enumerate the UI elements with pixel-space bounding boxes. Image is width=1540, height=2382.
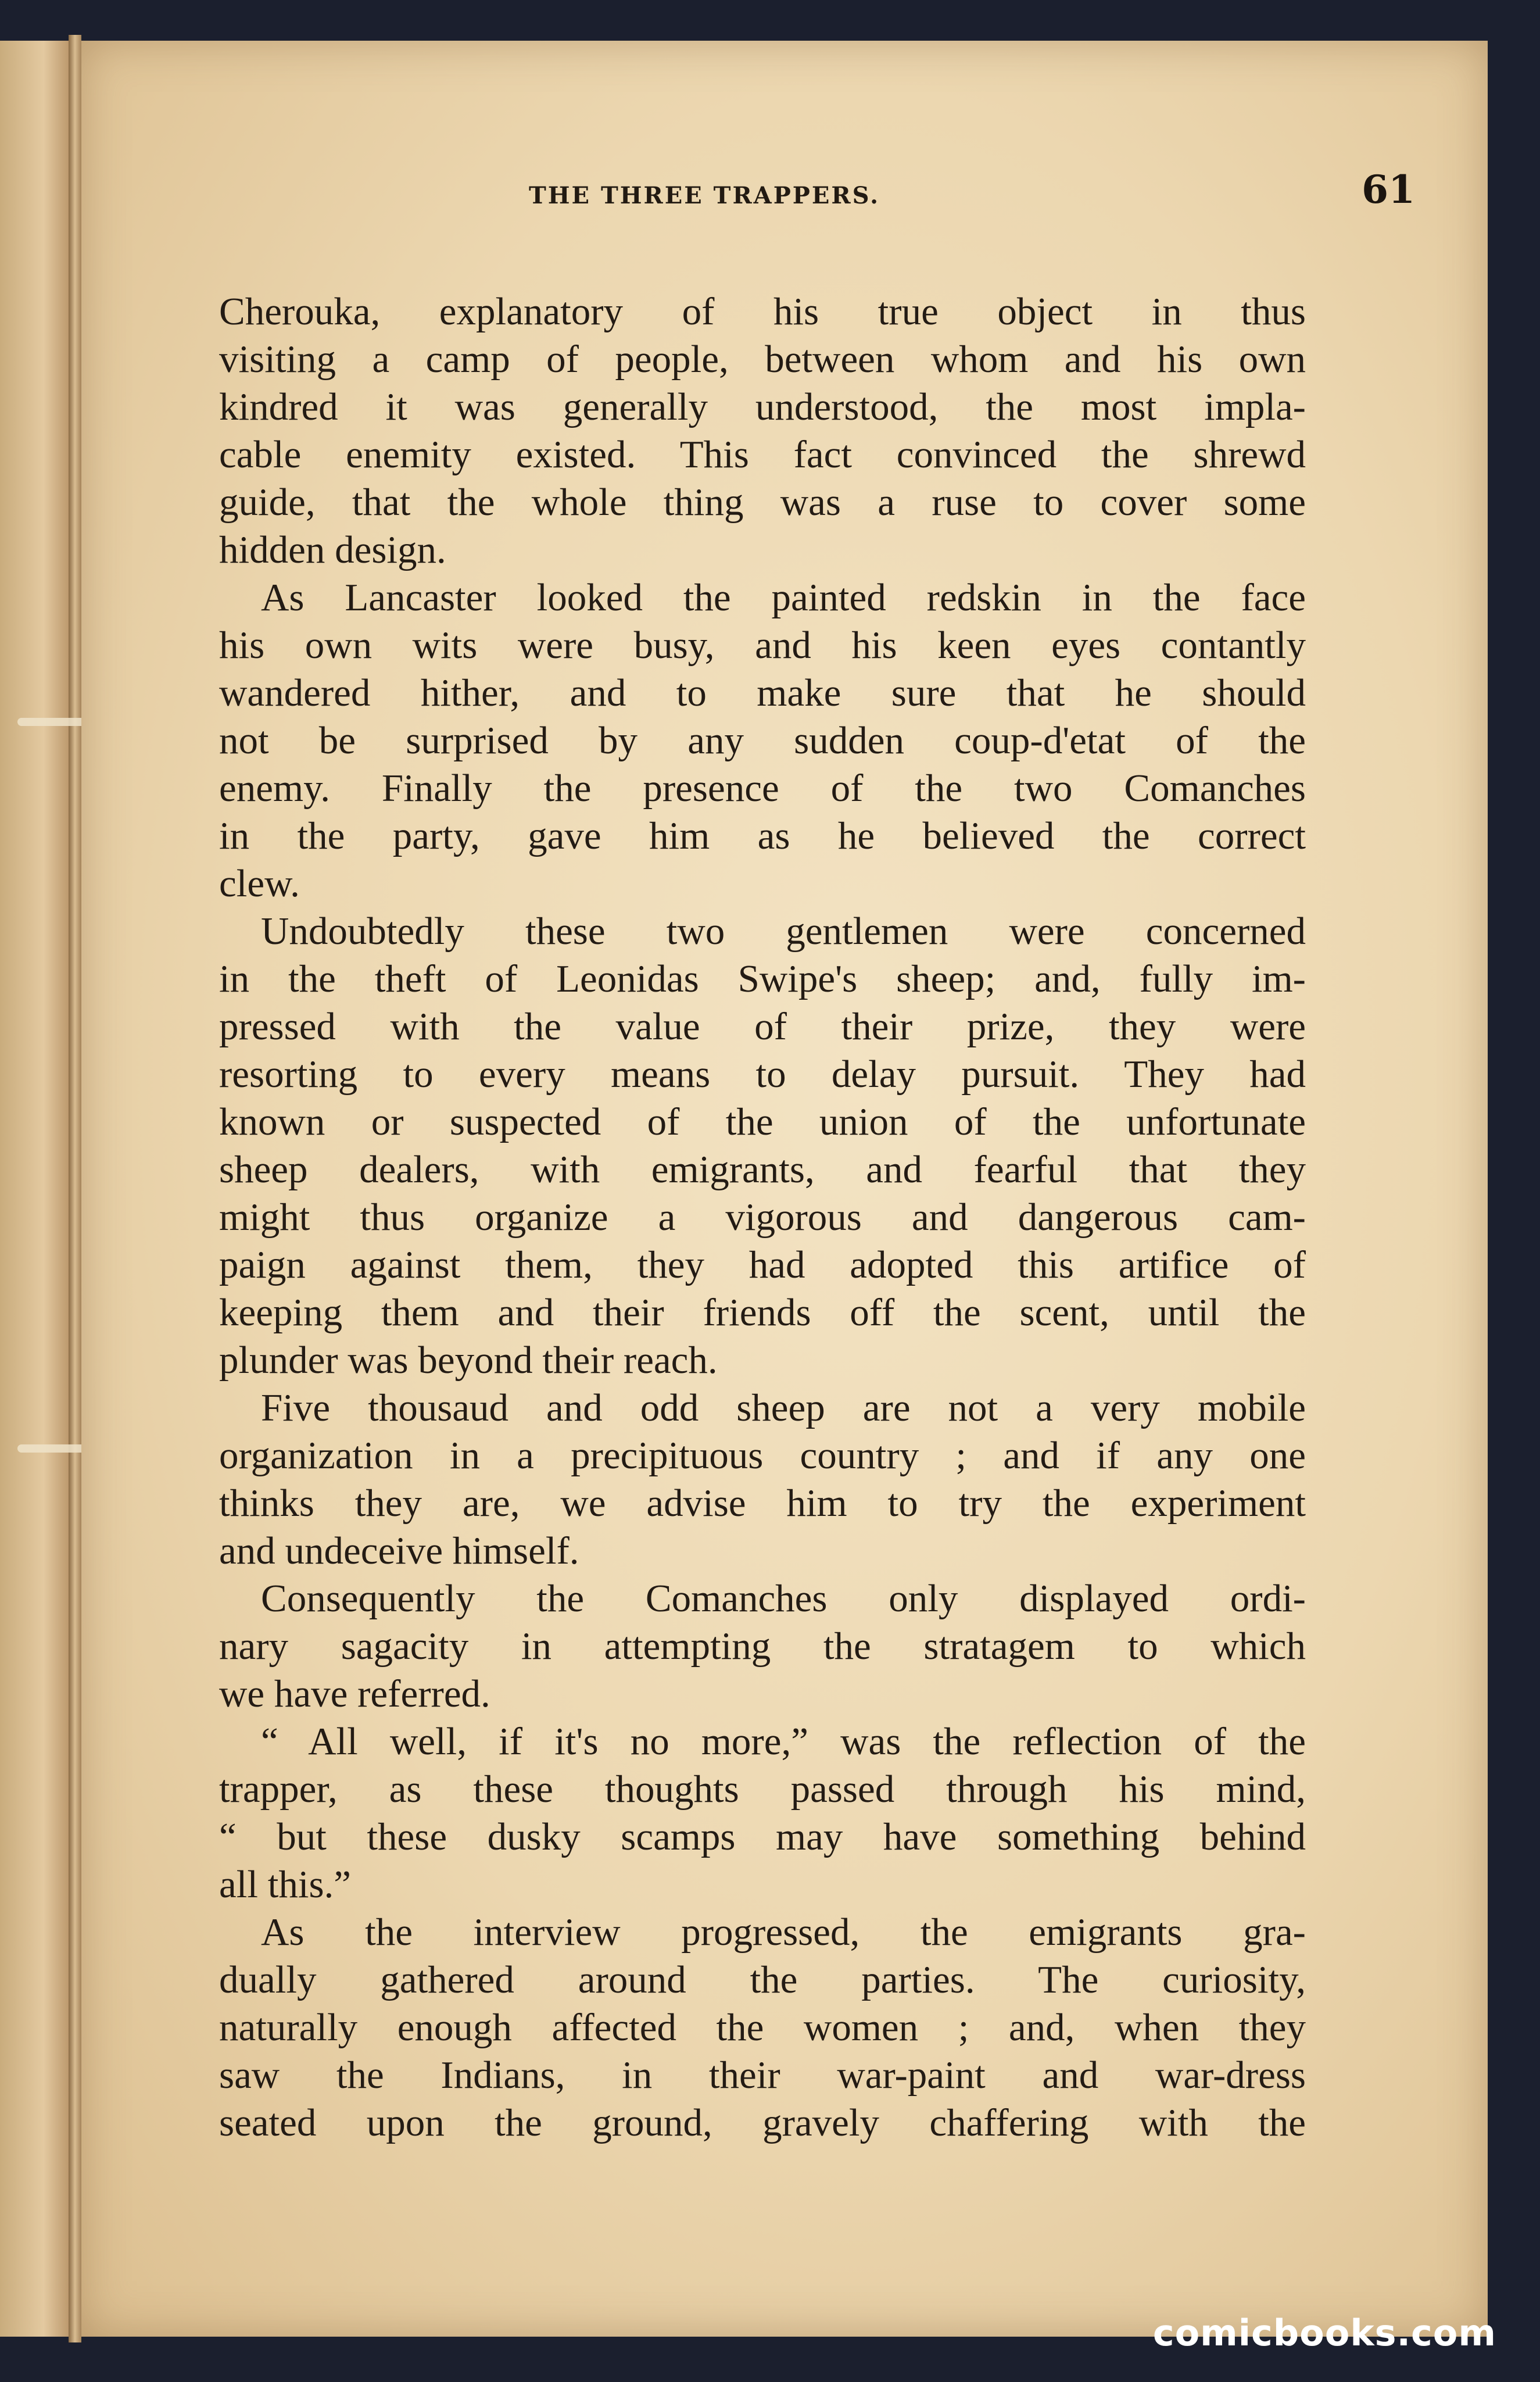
binding-gutter [69,35,81,2342]
text-line: guide, that the whole thing was a ruse to cover some [219,481,1306,524]
text-line: all this.” [219,1863,352,1906]
text-line: naturally enough affected the women ; and, when they [219,2006,1306,2049]
text-line: we have referred. [219,1672,490,1715]
book-page [81,41,1488,2337]
body-text [219,288,1306,2147]
text-line: not be surprised by any sudden coup-d'etat of the [219,719,1306,762]
text-line: in the party, gave him as he believed the correct [219,814,1306,857]
facing-page-edge [0,41,73,2337]
text-line: Undoubtedly these two gentlemen were concerned [261,910,1306,953]
text-line: sheep dealers, with emigrants, and fearful that they [219,1148,1306,1191]
text-line: organization in a precipituous country ; and if any one [219,1434,1306,1477]
text-line: plunder was beyond their reach. [219,1339,718,1382]
text-line: thinks they are, we advise him to try the experiment [219,1482,1306,1525]
running-title: THE THREE TRAPPERS. [529,182,880,209]
text-line: “ All well, if it's no more,” was the reflection of the [261,1720,1306,1763]
text-line: hidden design. [219,528,446,571]
text-line: clew. [219,862,300,905]
text-line: might thus organize a vigorous and dangerous cam- [219,1196,1306,1239]
text-line: known or suspected of the union of the unfortunate [219,1100,1306,1143]
text-line: paign against them, they had adopted this artifice of [219,1243,1306,1286]
text-line: visiting a camp of people, between whom and his own [219,338,1306,381]
text-line: Five thousaud and odd sheep are not a very mobile [261,1386,1306,1429]
text-line: saw the Indians, in their war-paint and war-dress [219,2054,1306,2097]
text-line: As Lancaster looked the painted redskin in the face [261,576,1306,619]
text-line: in the theft of Leonidas Swipe's sheep; and, fully im- [219,957,1306,1000]
text-line: and undeceive himself. [219,1529,579,1572]
text-line: his own wits were busy, and his keen eyes contantly [219,624,1306,667]
text-line: pressed with the value of their prize, they were [219,1005,1306,1048]
text-line: nary sagacity in attempting the stratagem to which [219,1625,1306,1668]
text-line: keeping them and their friends off the scent, until the [219,1291,1306,1334]
text-line: kindred it was generally understood, the most impla- [219,385,1306,428]
text-line: dually gathered around the parties. The curiosity, [219,1958,1306,2001]
text-line: trapper, as these thoughts passed through his mind, [219,1768,1306,1811]
page-number: 61 [1362,167,1415,212]
text-line: resorting to every means to delay pursuit. They had [219,1053,1306,1096]
running-head [81,166,1488,218]
text-line: cable enemity existed. This fact convinced the shrewd [219,433,1306,476]
text-line: seated upon the ground, gravely chaffering with the [219,2101,1306,2144]
text-line: enemy. Finally the presence of the two Comanches [219,767,1306,810]
text-line: “ but these dusky scamps may have something behind [219,1815,1306,1858]
text-line: Consequently the Comanches only displayed ordi- [261,1577,1306,1620]
site-watermark: comicbooks.com [1152,2312,1496,2354]
text-line: As the interview progressed, the emigrants gra- [261,1911,1306,1954]
text-line: wandered hither, and to make sure that he should [219,671,1306,714]
text-line: Cherouka, explanatory of his true object in thus [219,290,1306,333]
